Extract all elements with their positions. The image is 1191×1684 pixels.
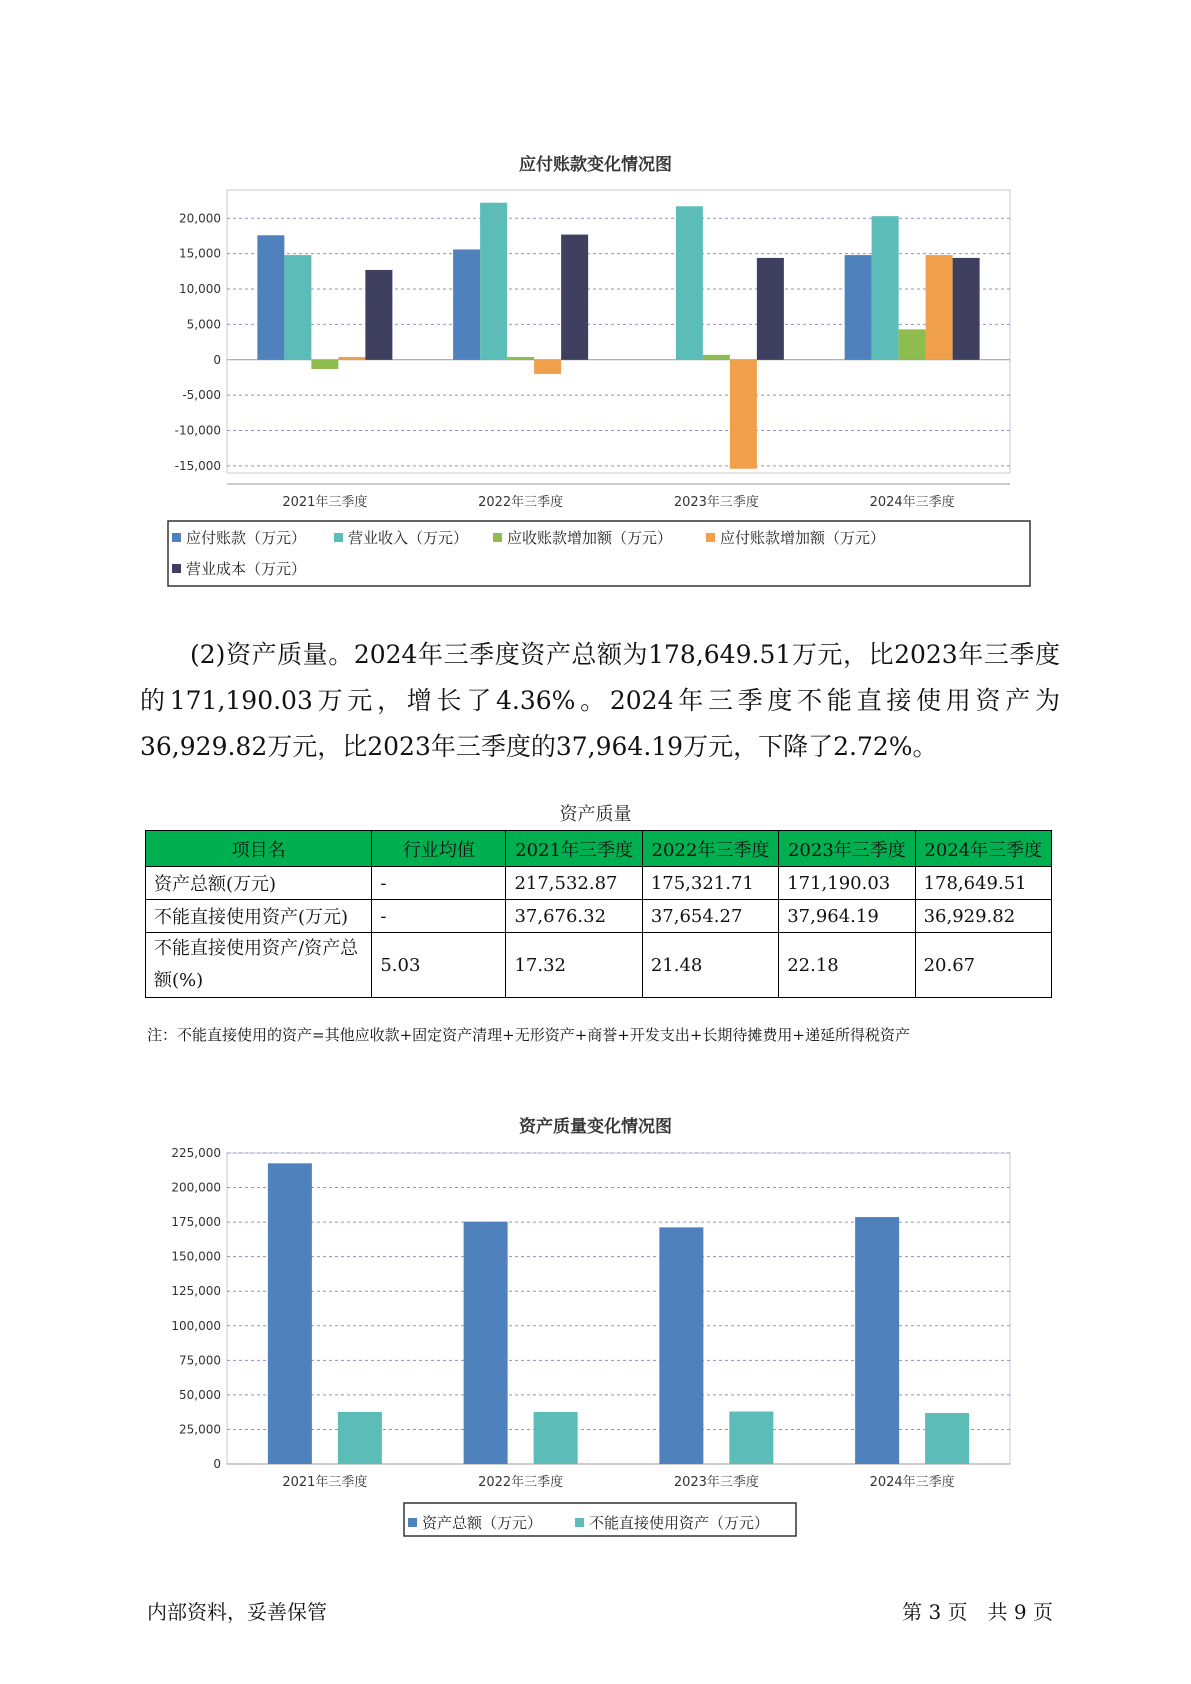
table-cell: 20.67 (915, 933, 1051, 998)
chart1-svg (0, 0, 1191, 600)
header-2023q3: 2023年三季度 (779, 831, 915, 867)
legend-swatch (172, 564, 181, 573)
x-tick-label: 2023年三季度 (673, 495, 759, 510)
bar (757, 258, 784, 360)
table-cell: 37,964.19 (779, 900, 915, 933)
y-tick-label: 15,000 (179, 246, 221, 261)
header-2024q3: 2024年三季度 (915, 831, 1051, 867)
table-cell: 37,676.32 (506, 900, 642, 933)
x-tick-label: 2024年三季度 (869, 1475, 955, 1490)
row-label: 不能直接使用资产(万元) (146, 900, 372, 933)
x-tick-label: 2024年三季度 (869, 495, 955, 510)
table-cell: 37,654.27 (642, 900, 778, 933)
bar (534, 360, 561, 374)
legend-swatch (334, 533, 343, 542)
chart2-title: 资产质量变化情况图 (519, 1117, 672, 1137)
asset-quality-paragraph (140, 632, 1060, 770)
row-label: 资产总额(万元) (146, 867, 372, 900)
legend-label: 资产总额（万元） (422, 1514, 543, 1532)
chart1-title: 应付账款变化情况图 (519, 155, 672, 175)
bar (925, 1413, 969, 1464)
bar (561, 235, 588, 360)
y-tick-label: 25,000 (179, 1422, 221, 1437)
chart2-svg (0, 1130, 1191, 1570)
bar (480, 203, 507, 360)
bar (729, 1412, 773, 1464)
table-cell: - (372, 900, 506, 933)
bar (926, 255, 953, 360)
bar (676, 206, 703, 360)
table-caption: 资产质量 (559, 804, 632, 825)
table-cell: 171,190.03 (779, 867, 915, 900)
legend-swatch (172, 533, 181, 542)
paragraph-text: (2)资产质量。2024年三季度资产总额为178,649.51万元，比2023年三季度的171,190.03万元，增长了4.36%。2024年三季度不能直接使用资产为36,929.82万元，比2023年三季度的37,964.19万元，下降了2.72%。 (140, 640, 1060, 761)
x-tick-label: 2022年三季度 (478, 1475, 564, 1490)
table-note: 注：不能直接使用的资产=其他应收款+固定资产清理+无形资产+商誉+开发支出+长期待摊费用+递延所得税资产 (147, 1026, 910, 1044)
table-cell: 22.18 (779, 933, 915, 998)
y-tick-label: 200,000 (171, 1180, 221, 1195)
x-tick-label: 2021年三季度 (282, 1475, 368, 1490)
bar (365, 270, 392, 360)
asset-quality-table (145, 830, 1052, 998)
y-tick-label: -15,000 (174, 458, 221, 473)
header-item: 项目名 (146, 831, 372, 867)
table-cell: 178,649.51 (915, 867, 1051, 900)
bar (338, 357, 365, 360)
table-row (146, 867, 1052, 900)
y-tick-label: 125,000 (171, 1284, 221, 1299)
table-cell: - (372, 867, 506, 900)
bar (855, 1217, 899, 1464)
header-2022q3: 2022年三季度 (642, 831, 778, 867)
legend-label: 营业成本（万元） (186, 560, 307, 578)
bar (464, 1222, 508, 1464)
y-tick-label: 5,000 (186, 317, 221, 332)
legend-swatch (706, 533, 715, 542)
footer-page-number: 第 3 页 共 9 页 (902, 1600, 1053, 1624)
table-header-row (146, 831, 1052, 867)
legend-label: 应付账款增加额（万元） (720, 529, 886, 547)
legend-label: 应收账款增加额（万元） (507, 529, 673, 547)
y-tick-label: 0 (213, 352, 221, 367)
table-cell: 17.32 (506, 933, 642, 998)
bar (953, 258, 980, 360)
bar (703, 355, 730, 360)
bar (257, 235, 284, 360)
table-row (146, 900, 1052, 933)
bar (659, 1227, 703, 1464)
legend-label: 应付账款（万元） (186, 529, 307, 547)
bar (534, 1412, 578, 1464)
bar (268, 1163, 312, 1464)
legend-swatch (493, 533, 502, 542)
y-tick-label: 75,000 (179, 1353, 221, 1368)
y-tick-label: 0 (213, 1457, 221, 1471)
bar (730, 360, 757, 469)
bar (845, 255, 872, 360)
y-tick-label: 100,000 (171, 1318, 221, 1333)
bar (311, 360, 338, 369)
table-cell: 21.48 (642, 933, 778, 998)
bar (338, 1412, 382, 1464)
y-tick-label: 225,000 (171, 1146, 221, 1160)
header-industry-avg: 行业均值 (372, 831, 506, 867)
bar (507, 357, 534, 360)
legend-swatch (575, 1518, 584, 1527)
row-label: 不能直接使用资产/资产总额(%) (146, 933, 372, 998)
legend-label: 不能直接使用资产（万元） (589, 1514, 770, 1532)
x-tick-label: 2022年三季度 (478, 495, 564, 510)
table-cell: 5.03 (372, 933, 506, 998)
table-cell: 36,929.82 (915, 900, 1051, 933)
legend-label: 营业收入（万元） (348, 529, 469, 547)
y-tick-label: 150,000 (171, 1249, 221, 1264)
y-tick-label: -5,000 (182, 388, 221, 403)
table-cell: 217,532.87 (506, 867, 642, 900)
y-tick-label: 10,000 (179, 282, 221, 297)
bar (872, 216, 899, 360)
x-tick-label: 2023年三季度 (673, 1475, 759, 1490)
bar (899, 329, 926, 359)
y-tick-label: 175,000 (171, 1215, 221, 1230)
y-tick-label: 50,000 (179, 1387, 221, 1402)
header-2021q3: 2021年三季度 (506, 831, 642, 867)
table-cell: 175,321.71 (642, 867, 778, 900)
bar (284, 255, 311, 360)
x-tick-label: 2021年三季度 (282, 495, 368, 510)
table-row (146, 933, 1052, 998)
footer-confidential: 内部资料，妥善保管 (147, 1600, 327, 1624)
y-tick-label: 20,000 (179, 211, 221, 226)
legend-swatch (408, 1518, 417, 1527)
bar (453, 249, 480, 359)
y-tick-label: -10,000 (174, 423, 221, 438)
